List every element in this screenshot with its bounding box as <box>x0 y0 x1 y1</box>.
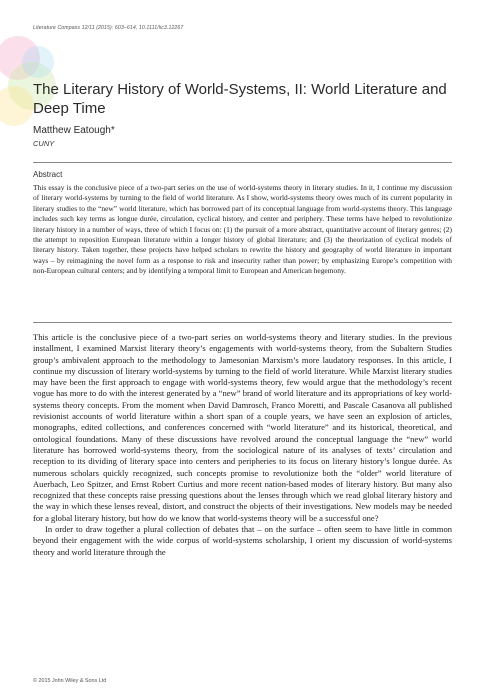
article-title: The Literary History of World-Systems, II: World Literature and Deep Time <box>33 81 447 117</box>
journal-citation: Literature Compass 12/11 (2015): 603–614, 10.1111/lic3.12267 <box>33 25 184 31</box>
abstract-top-rule <box>33 162 452 163</box>
body-paragraph: This article is the conclusive piece of a two-part series on world-systems theory and literary studies. In the previous installment, I examined Marxist literary theory’s engagements with world-systems theory, from the Subaltern Studies group’s ambivalent approach to the methodology to Jamesonian Marxism’s more laudatory responses. In this article, I continue my discussion of literary world-systems by turning to the field of world literature. While Marxist literary studies may have been the first approach to engage with world-systems theory, few would argue that the methodology’s recent vogue has more to do with the interest generated by a “new” brand of world literature and its appropriations of key world-systems theory concepts. From the moment when David Damrosch, Franco Moretti, and Pascale Casanova all published revisionist accounts of world literature within a short span of a couple years, we have seen an explosion of articles, monographs, edited collections, and conferences concerned with “world literature” and its historical, theoretical, and ontological foundations. Many of these discussions have revolved around the conceptual language the “new” world literature has borrowed world-systems theory, from the sociological nature of its analyses of texts’ circulation and reception to its dividing of literary space into centers and peripheries to its focus on literary history’s longue durée. As numerous scholars quickly recognized, such concepts promise to revolutionize both the “older” world literature of Auerbach, Leo Spitzer, and Ernst Robert Curtius and more recent nation-based modes of literary history. But many also recognized that these concepts raise pressing questions about the lenses through which we read global literary history and the way in which these lenses reveal, distort, and construct the objects of their investigations. New models may be needed for a global literary history, but how do we know that world-systems theory will be a successful one? <box>33 332 452 523</box>
copyright-footer: © 2015 John Wiley & Sons Ltd <box>33 678 107 684</box>
article-body <box>33 332 452 558</box>
abstract-bottom-rule <box>33 322 452 323</box>
abstract-heading: Abstract <box>33 170 63 179</box>
body-paragraph: In order to draw together a plural collection of debates that – on the surface – often seem to have little in common beyond their engagement with the wide corpus of world-systems scholarship, I orient my discussion of world-systems theory and world literature through the <box>33 524 452 557</box>
author-name[interactable]: Matthew Eatough* <box>33 125 115 136</box>
author-affiliation: CUNY <box>33 139 55 148</box>
abstract-text: This essay is the conclusive piece of a two-part series on the use of world-systems theory in literary studies. In it, I continue my discussion of literary world-systems by turning to the field of world literature. As I show, world-systems theory owes much of its current popularity in literary studies to the “new” world literature, which has borrowed part of its conceptual language from world-systems theory. This language includes such key terms as longue durée, circulation, cyclical history, and center and periphery. These terms have helped to revolutionize literary history in a number of ways, three of which I focus on: (1) the pursuit of a more abstract, quantitative account of literary genres; (2) the attempt to reposition European literature within a longer history of global literature; and (3) the theorization of cyclical models of literary history. Taken together, these projects have helped scholars to rewrite the history and geography of world literature in important ways – by reimagining the novel form as a response to risk and insecurity rather than power; by emphasizing Europe’s competition with non-European cultural centers; and by identifying a temporal limit to European and American hegemony. <box>33 183 452 276</box>
